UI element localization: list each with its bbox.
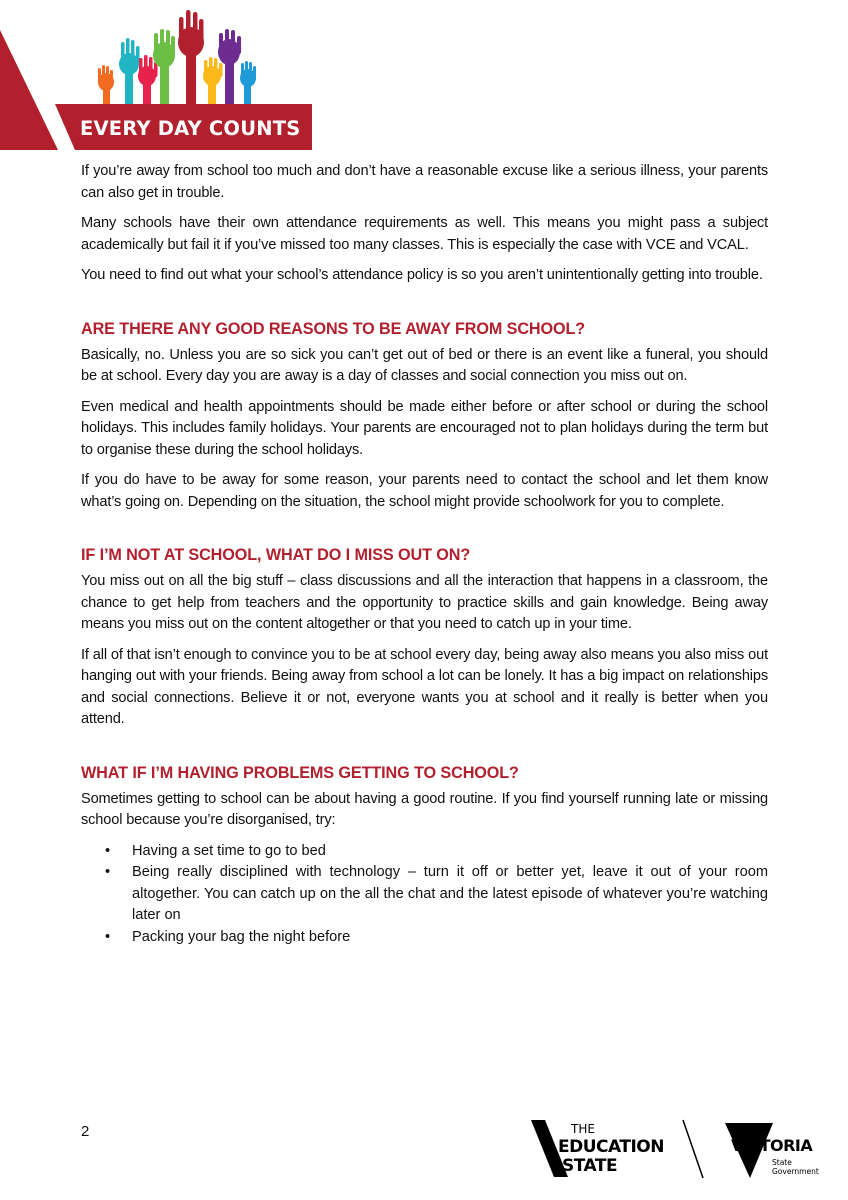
bullet-icon: • (105, 864, 111, 880)
paragraph: You need to find out what your school’s attendance policy is so you aren’t unintentionally getting into trouble. (81, 267, 763, 283)
raised-hands-icon (98, 10, 256, 104)
document-body (81, 161, 768, 948)
education-state-line3: STATE (562, 1156, 618, 1176)
section-problems-getting-to-school (81, 763, 768, 949)
paragraph: Even medical and health appointments should be made either before or after school or during the school holidays. This includes family holidays. Your parents are encouraged not to plan holidays during the term but to organise these during the school holidays. (81, 398, 768, 458)
section-heading: IF I’M NOT AT SCHOOL, WHAT DO I MISS OUT ON? (81, 546, 471, 564)
page-number: 2 (81, 1123, 90, 1140)
paragraph: Sometimes getting to school can be about having a good routine. If you find yourself running late or missing school because you’re disorganised, try: (81, 790, 768, 828)
list-item (81, 841, 768, 863)
victoria-sub2: Government (772, 1167, 819, 1176)
list-item (81, 927, 768, 949)
list-item-text: Having a set time to go to bed (132, 842, 326, 859)
logo-text: EVERY DAY COUNTS (80, 117, 301, 140)
paragraph: If you’re away from school too much and don’t have a reasonable excuse like a serious illness, your parents can also get in trouble. (81, 163, 768, 201)
paragraph: If you do have to be away for some reason, your parents need to contact the school and let them know what’s going on. Depending on the situation, the school might provide schoolwork for you to complete. (81, 472, 768, 510)
paragraph: Basically, no. Unless you are so sick you can’t get out of bed or there is an event like a funeral, you should be at school. Every day you are away is a day of classes and social connection you miss out on. (81, 346, 768, 384)
victoria-name: VICTORIA (731, 1136, 813, 1155)
bullet-icon: • (105, 842, 111, 859)
paragraph: Many schools have their own attendance requirements as well. This means you might pass a subject academically but fail it if you’ve missed too many classes. This is especially the case with VCE and VCAL. (81, 215, 768, 253)
tips-list (81, 841, 768, 949)
list-item-text: Being really disciplined with technology – turn it off or better yet, leave it out of your room altogether. You can catch up on the all the chat and the latest episode of whatever you’re watching later on (132, 864, 768, 923)
intro-section (81, 161, 768, 287)
paragraph: If all of that isn’t enough to convince you to be at school every day, being away also means you also miss out hanging out with your friends. Being away from school a lot can be lonely. It has a big impact on relationships and social connections. Believe it or not, everyone wants you at school and it really is better when you attend. (81, 646, 768, 727)
education-state-line1: THE (571, 1122, 595, 1136)
section-good-reasons (81, 319, 768, 514)
victoria-state-government-logo (725, 1123, 819, 1178)
education-state-logo (531, 1120, 703, 1178)
list-item (81, 862, 768, 927)
every-day-counts-logo (0, 0, 330, 160)
list-item-text: Packing your bag the night before (132, 928, 351, 945)
footer-logos (528, 1115, 828, 1180)
bullet-icon: • (105, 928, 111, 945)
education-state-line2: EDUCATION (558, 1137, 664, 1157)
section-heading: WHAT IF I’M HAVING PROBLEMS GETTING TO SCHOOL? (81, 763, 519, 782)
victoria-sub1: State (772, 1158, 792, 1167)
paragraph: You miss out on all the big stuff – class discussions and all the interaction that happens in a classroom, the chance to get help from teachers and the opportunity to practice skills and gain knowledge. Being away means you miss out on the content altogether or that you need to catch up in your time. (81, 573, 768, 632)
section-miss-out (81, 545, 768, 731)
section-heading: ARE THERE ANY GOOD REASONS TO BE AWAY FROM SCHOOL? (81, 319, 586, 338)
red-triangle-shape (0, 30, 58, 150)
